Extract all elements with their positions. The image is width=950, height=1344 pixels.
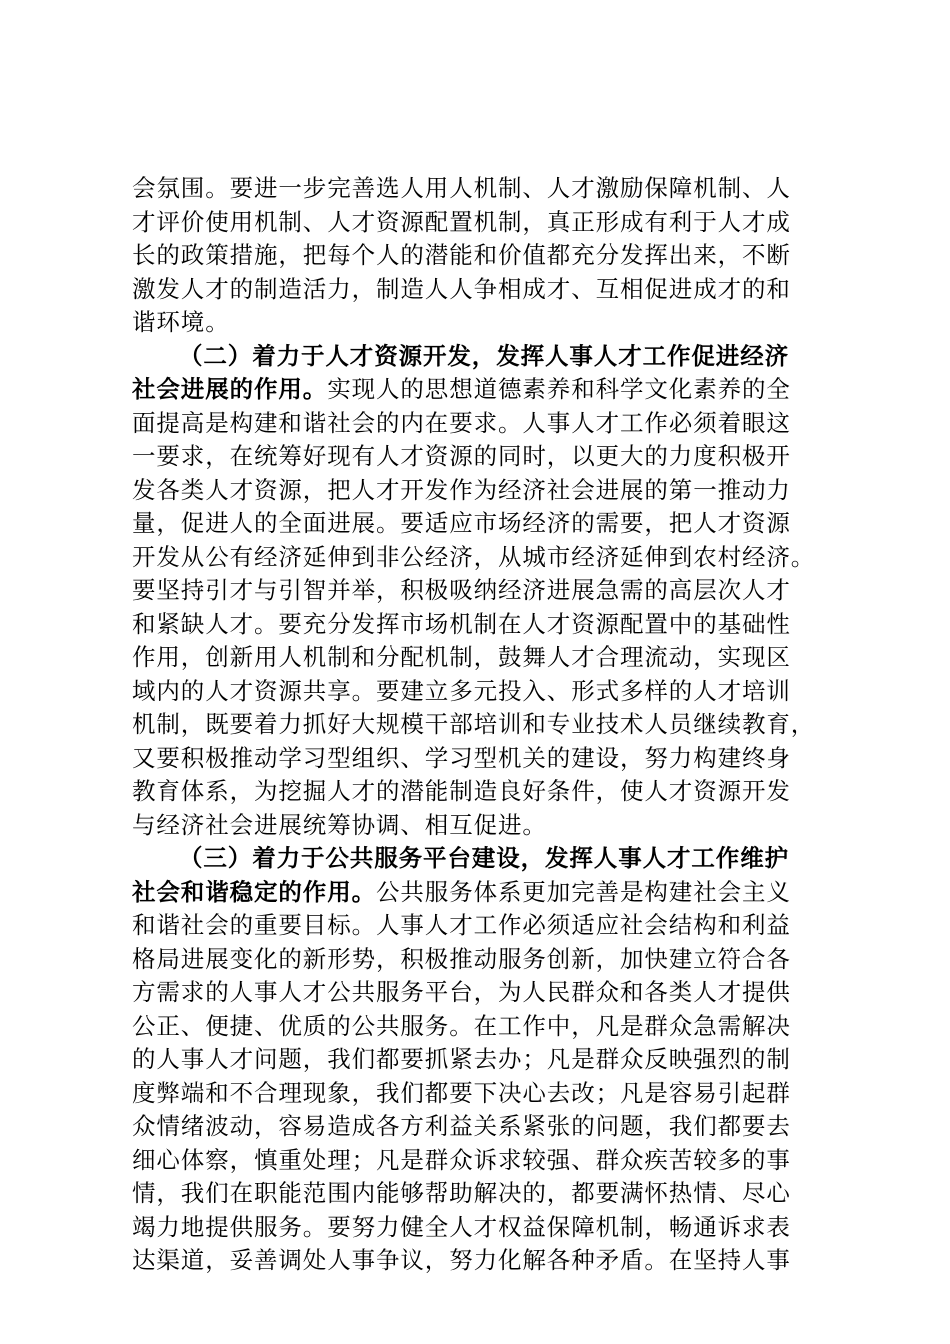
text-line: 量，促进人的全面进展。要适应市场经济的需要，把人才资源 (132, 509, 791, 537)
text-line: 域内的人才资源共享。要建立多元投入、形式多样的人才培训 (132, 676, 791, 705)
text-line: 谐环境。 (132, 308, 230, 336)
section2-line-rest: 实现人的思想道德素养和科学文化素养的全 (327, 375, 791, 403)
text-line: 要坚持引才与引智并举，积极吸纳经济进展急需的高层次人才 (132, 576, 791, 604)
text-line: 一要求，在统筹好现有人才资源的同时，以更大的力度积极开 (132, 442, 791, 470)
text-line: 激发人才的制造活力，制造人人争相成才、互相促进成才的和 (132, 274, 791, 303)
text-line: 方需求的人事人才公共服务平台，为人民群众和各类人才提供 (132, 978, 791, 1006)
text-line: 才评价使用机制、人才资源配置机制，真正形成有利于人才成 (132, 207, 791, 236)
text-line: 情，我们在职能范围内能够帮助解决的，都要满怀热情、尽心 (132, 1179, 791, 1207)
text-line: 长的政策措施，把每个人的潜能和价值都充分发挥出来，不断 (132, 241, 791, 269)
section2-heading-tail: 社会进展的作用。 (132, 375, 328, 403)
text-line: 格局进展变化的新形势，积极推动服务创新，加快建立符合各 (132, 944, 791, 973)
text-line: 又要积极推动学习型组织、学习型机关的建设，努力构建终身 (132, 743, 791, 772)
section2-heading (132, 340, 832, 374)
text-line: 公正、便捷、优质的公共服务。在工作中，凡是群众急需解决 (132, 1011, 791, 1040)
document-body (132, 172, 832, 1278)
text-line: 众情绪波动，容易造成各方利益关系紧张的问题，我们都要去 (132, 1112, 791, 1140)
text-line: 与经济社会进展统筹协调、相互促进。 (132, 810, 547, 839)
text-line: 和紧缺人才。要充分发挥市场机制在人才资源配置中的基础性 (132, 609, 791, 638)
text-line: 发各类人才资源，把人才开发作为经济社会进展的第一推动力 (132, 475, 791, 504)
text-line: 达渠道，妥善调处人事争议，努力化解各种矛盾。在坚持人事 (132, 1246, 791, 1274)
text-line (132, 876, 832, 910)
text-line: 度弊端和不合理现象，我们都要下决心去改；凡是容易引起群 (132, 1078, 791, 1107)
text-line: 细心体察，慎重处理；凡是群众诉求较强、群众疾苦较多的事 (132, 1145, 791, 1174)
section3-heading (132, 842, 832, 876)
text-line: 机制，既要着力抓好大规模干部培训和专业技术人员继续教育， (132, 710, 816, 738)
text-line: 教育体系，为挖掘人才的潜能制造良好条件，使人才资源开发 (132, 777, 791, 805)
text-line: 和谐社会的重要目标。人事人才工作必须适应社会结构和利益 (132, 911, 791, 939)
text-line: 开发从公有经济延伸到非公经济，从城市经济延伸到农村经济。 (132, 542, 816, 571)
section3-heading-tail: 社会和谐稳定的作用。 (132, 877, 376, 906)
section3-line-rest: 公共服务体系更加完善是构建社会主义 (376, 877, 791, 906)
text-line: 会氛围。要进一步完善选人用人机制、人才激励保障机制、人 (132, 174, 791, 202)
text-line: 竭力地提供服务。要努力健全人才权益保障机制，畅通诉求表 (132, 1212, 791, 1241)
section2-heading-text: （二）着力于人才资源开发，发挥人事人才工作促进经济 (179, 341, 789, 370)
text-line (132, 373, 832, 407)
text-line: 的人事人才问题，我们都要抓紧去办；凡是群众反映强烈的制 (132, 1045, 791, 1073)
text-line: 作用，创新用人机制和分配机制，鼓舞人才合理流动，实现区 (132, 643, 791, 671)
text-line: 面提高是构建和谐社会的内在要求。人事人才工作必须着眼这 (132, 408, 791, 437)
section3-heading-text: （三）着力于公共服务平台建设，发挥人事人才工作维护 (179, 844, 789, 872)
